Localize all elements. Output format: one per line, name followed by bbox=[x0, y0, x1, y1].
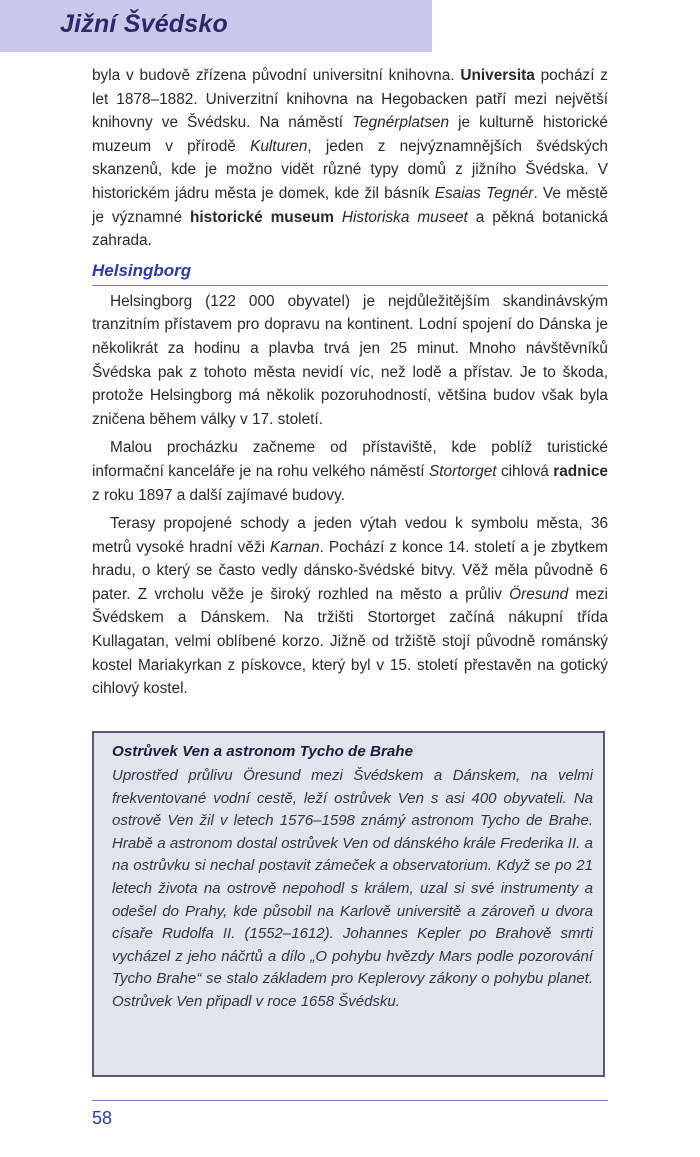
text-run: Malou procházku začneme od přístaviště, kde poblíž turistické informační kanceláře je na rohu velkého náměstí bbox=[92, 439, 608, 480]
chapter-title: Jižní Švédsko bbox=[60, 10, 228, 38]
info-box-body: Uprostřed průlivu Öresund mezi Švédskem a Dánskem, na velmi frekventované vodní cestě, leží ostrůvek Ven s asi 400 obyvateli. Na ostrově Ven žil v letech 1576–1598 známý astronom Tycho de Brahe. Hrabě a astronom dostal ostrůvek Ven od dánského krále Frederika II. a na ostrůvku si nechal postavit zámeček a observatorium. Když se po 21 letech života na ostrově nepohodl s králem, uzal si své instrumenty a odešel do Prahy, kde působil na Karlově universitě a zároveň u dvora císaře Rudolfa II. (1552–1612). Johannes Kepler po Brahově smrti vycházel z jeho náčrtů a dílo „O pohybu hvězdy Mars podle pozorování Tycho Brahe“ se stalo základem pro Keplerovy zákony o pohybu planet. Ostrůvek Ven připadl v roce 1658 Švédsku. bbox=[112, 767, 593, 1010]
text-run: . Pochází z konce 14. století a je zbytkem hradu, o který se často vedly dánsko-švédské bitvy. Věž měla původně 6 pater. Z vrcholu věže je široký rozhled na město a průliv bbox=[92, 538, 608, 603]
text-run: Terasy propojené schody a jeden výtah vedou k symbolu města, 36 metrů vysoké hradní věži bbox=[92, 515, 608, 556]
bold-term: historické museum bbox=[189, 208, 334, 226]
helsingborg-paragraph-2 bbox=[92, 436, 608, 507]
bold-term: radnice bbox=[553, 462, 608, 480]
text-run: pochází z let 1878–1882. Univerzitní knihovna na Hegobacken patří mezi největší knihovny ve Švédsku. Na náměstí bbox=[92, 67, 608, 132]
helsingborg-paragraph-3 bbox=[92, 512, 608, 701]
text-run: a pěkná botanická zahrada. bbox=[92, 208, 608, 250]
italic-term: Historiska museet bbox=[341, 208, 468, 226]
intro-paragraph bbox=[92, 64, 608, 253]
italic-term: Karnan bbox=[269, 538, 320, 556]
main-text bbox=[92, 64, 608, 701]
helsingborg-paragraph-1: Helsingborg (122 000 obyvatel) je nejdůležitějším skandinávským tranzitním přístavem pro dopravu na kontinent. Lodní spojení do Dánska je několikrát za hodinu a plavba trvá jen 25 minut. Mnoho návštěvníků Švédska pak z tohoto města nevidí víc, než lodě a přístav. Je to škoda, protože Helsingborg má několik pozoruhodností, většina budov však byla zničena během války v 17. století. bbox=[92, 292, 608, 428]
text-run: . Ve městě je významné bbox=[92, 184, 608, 226]
page-number: 58 bbox=[92, 1108, 113, 1128]
text-run: , jeden z nejvýznamnějších švédských skanzenů, kde je možno vidět různé typy domů z jižního Švédska. V historickém jádru města je domek, kde žil básník bbox=[92, 137, 608, 202]
section-heading-helsingborg: Helsingborg bbox=[92, 259, 608, 286]
footer-divider bbox=[92, 1100, 608, 1101]
text-run: je kulturně historické muzeum v přírodě bbox=[92, 114, 608, 155]
italic-term: Kulturen bbox=[250, 137, 308, 155]
bold-term: Universita bbox=[460, 67, 535, 84]
text-run: byla v budově zřízena původní universitní knihovna. bbox=[92, 67, 461, 84]
info-box bbox=[92, 731, 605, 1077]
text-run: z roku 1897 a další zajímavé budovy. bbox=[92, 486, 345, 504]
text-run bbox=[334, 209, 342, 226]
italic-term: Öresund bbox=[509, 585, 569, 603]
italic-term: Stortorget bbox=[428, 462, 497, 480]
italic-term: Tegnérplatsen bbox=[352, 114, 450, 132]
text-run: mezi Švédskem a Dánskem. Na tržišti Stortorget začíná nákupní třída Kullagatan, velmi oblíbené korzo. Jižně od tržiště stojí původně románský kostel Mariakyrkan z pískovce, který byl v 15. století přestavěn na gotický cihlový kostel. bbox=[92, 585, 608, 698]
info-box-title: Ostrůvek Ven a astronom Tycho de Brahe bbox=[112, 743, 414, 760]
italic-term: Esaias Tegnér bbox=[434, 184, 534, 202]
text-run: cihlová bbox=[496, 462, 554, 480]
